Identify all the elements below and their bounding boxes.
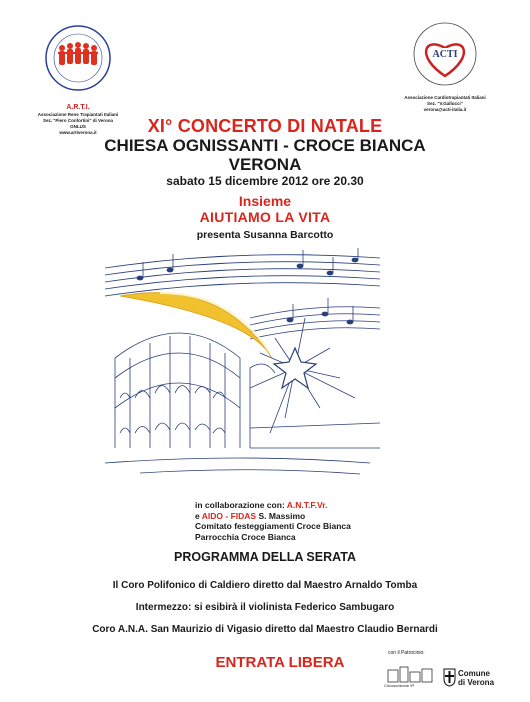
slogan-line2: AIUTIAMO LA VITA — [199, 209, 331, 225]
city-title: VERONA — [228, 155, 302, 174]
concert-title: XI° CONCERTO DI NATALE — [147, 116, 383, 136]
circoscrizione-logo-icon — [386, 664, 436, 684]
arti-name: A.R.T.I. — [66, 104, 90, 111]
program-item: Il Coro Polifonico di Caldiero diretto dal Maestro Arnaldo Tomba — [112, 580, 418, 591]
acti-line2: Sez. "V.Gallucci" — [427, 101, 463, 106]
acti-badge: ACTI — [432, 49, 458, 60]
arti-line3: ONLUS — [70, 124, 86, 129]
slogan-line1: Insieme — [238, 193, 292, 209]
program-item: Intermezzo: si esibirà il violinista Federico Sambugaro — [135, 602, 395, 613]
entrance-free: ENTRATA LIBERA — [215, 654, 345, 671]
circoscrizione-label: Circoscrizione 5ª — [384, 683, 414, 688]
acti-emblem — [390, 18, 500, 90]
comune-verona: Comune di Verona — [458, 669, 495, 687]
collab-line4: Parrocchia Croce Bianca — [195, 531, 296, 542]
christmas-star-arena-illustration — [100, 248, 385, 493]
patronage-label: con il Patrocinio: — [388, 650, 425, 656]
verona-coat-of-arms-icon — [443, 667, 456, 687]
arti-line2: Sez. "Piero Confortini" di Verona — [42, 118, 114, 123]
star-icon — [274, 348, 316, 388]
arti-line1: Associazione Rene Trapiantati Italiani — [37, 112, 119, 117]
acti-logo — [390, 18, 500, 113]
program-item: Coro A.N.A. San Maurizio di Vigasio diretto dal Maestro Claudio Bernardi — [92, 624, 438, 635]
event-date: sabato 15 dicembre 2012 ore 20.30 — [166, 174, 364, 188]
presenter-line: presenta Susanna Barcotto — [196, 229, 334, 241]
collab-line2: e AIDO - FIDAS S. Massimo — [195, 510, 306, 521]
comet-tail — [120, 293, 272, 358]
program-title: PROGRAMMA DELLA SERATA — [174, 550, 356, 564]
collab-org1: A.N.T.F.Vr. — [286, 500, 328, 510]
collab-org2: AIDO - FIDAS — [201, 510, 257, 521]
acti-line1: Associazione Cardiotrapiantati Italiani — [404, 95, 486, 100]
arti-line4: www.artiverona.it — [59, 130, 97, 135]
collab-line3: Comitato festeggiamenti Croce Bianca — [195, 521, 351, 531]
collab-line1: in collaborazione con: A.N.T.F.Vr. — [195, 500, 328, 510]
venue-title: CHIESA OGNISSANTI - CROCE BIANCA — [104, 136, 426, 155]
collaboration-block — [195, 500, 395, 542]
arti-emblem — [28, 18, 128, 98]
acti-line3: verona@acti-italia.it — [423, 107, 467, 112]
